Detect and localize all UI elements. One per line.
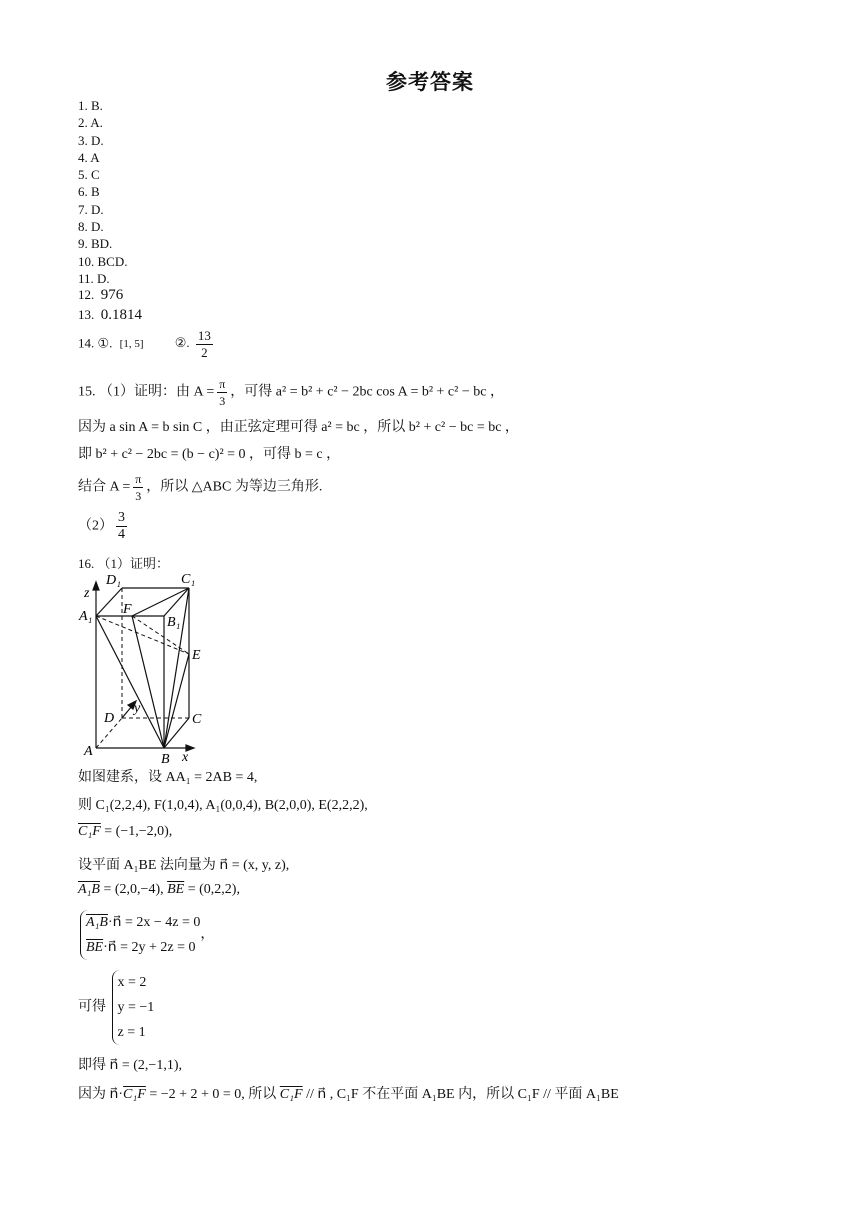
answer-1: 1. B. (78, 98, 103, 113)
equation-system-1: A₁B·n⃗ = 2x − 4z = 0 $\overline{BE}\cdot n⃗ = 2y + 2z = 0$ ， (78, 910, 214, 960)
q16-line-3: C₁F = (−1,−2,0), (78, 824, 173, 839)
label-A: A (84, 744, 93, 759)
q16-line-4: 设平面 A₁BE 法向量为 n⃗ = (x, y, z), (78, 858, 290, 873)
label-A1: A₁ (79, 609, 93, 624)
q15-part-2: （2） $\frac{3}{4}$ (78, 510, 125, 542)
label-B: B (161, 752, 170, 767)
q15-line-2: 因为 a sin A = b sin C ，由正弦定理可得 a² = bc ，所以 b² + c² − bc = bc ， (78, 420, 519, 435)
answer-10: 10. BCD. (78, 253, 128, 269)
answer-12: 12. 976 (78, 287, 124, 303)
answer-5: 5. C (78, 167, 100, 183)
choice-answers (78, 97, 127, 287)
label-x: x (182, 750, 189, 765)
label-F: F (123, 602, 132, 617)
label-D: D (104, 711, 115, 726)
label-y: y (134, 701, 141, 716)
q15-line-1: 15. （1）证明：由 A = $\frac{\pi}{3}$ ，可得 a² = b² + c² − 2bc cos A = b² + c² − bc ， (78, 377, 504, 408)
answer-6: 6. B (78, 184, 100, 200)
q16-line-2: 则 C₁(2,2,4), F(1,0,4), A₁(0,0,4), B(2,0,0), E(2,2,2), (78, 798, 368, 813)
q15-line-4: 结合 A = $\frac{\pi}{3}$ ，所以 △ABC 为等边三角形. (78, 472, 323, 503)
answer-13: 13. 0.1814 (78, 307, 142, 323)
answer-2: 2. A. (78, 115, 103, 131)
answer-8: 8. D. (78, 219, 104, 235)
label-z: z (84, 586, 90, 601)
q16-line-6: 即得 n⃗ = (2,−1,1), (78, 1058, 182, 1073)
prism-figure (76, 568, 206, 768)
label-C1: C₁ (181, 572, 196, 587)
equation-system-2: 可得 x = 2 y = −1 z = 1 (78, 970, 154, 1045)
answer-3: 3. D. (78, 132, 104, 148)
label-C: C (192, 712, 202, 727)
q16-line-5: A₁B = (2,0,−4), $\overline{BE} = (0,2,2)$, (78, 882, 240, 897)
page-title: 参考答案 (386, 70, 474, 94)
q16-line-7: 因为 n⃗·C₁F = −2 + 2 + 0 = 0, 所以 C₁F // n⃗ , C₁F 不在平面 A₁BE 内，所以 C₁F // 平面 A₁BE (78, 1087, 619, 1102)
q16-heading: 16. （1）证明： (78, 556, 170, 571)
fraction-13-2: $\frac{13}{2}$ (197, 328, 211, 360)
label-B1: B₁ (167, 615, 181, 630)
answer-11: 11. D. (78, 270, 110, 286)
q15-line-3: 即 b² + c² − 2bc = (b − c)² = 0 ，可得 b = c ， (78, 447, 341, 462)
answer-9: 9. BD. (78, 236, 113, 252)
label-D1: D₁ (106, 573, 121, 588)
answer-7: 7. D. (78, 201, 104, 217)
q16-line-1: 如图建系，设 AA₁ = 2AB = 4, (78, 770, 258, 785)
label-E: E (192, 648, 201, 663)
answer-4: 4. A (78, 149, 100, 165)
answer-14: 14. ①. [1, 5] ②. $\frac{13}{2}$ (78, 328, 211, 360)
